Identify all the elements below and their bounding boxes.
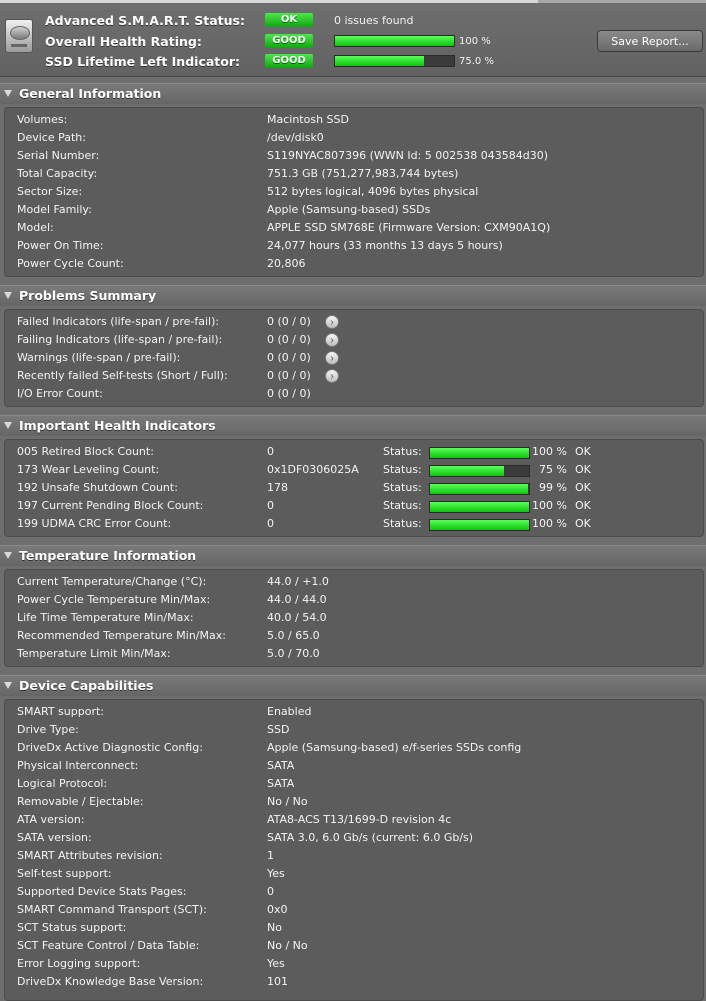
row-label: Model Family: bbox=[17, 203, 92, 216]
health-status: OK bbox=[575, 463, 591, 476]
health-percent: 99 % bbox=[539, 481, 567, 494]
row-label: Model: bbox=[17, 221, 54, 234]
info-row bbox=[5, 497, 703, 515]
row-value: No / No bbox=[267, 795, 308, 808]
row-label: Device Path: bbox=[17, 131, 86, 144]
row-value: 0x1DF0306025A bbox=[267, 463, 359, 476]
info-row bbox=[5, 313, 703, 331]
status-label: Status: bbox=[383, 499, 422, 512]
save-report-button[interactable]: Save Report... bbox=[597, 30, 703, 52]
ssd-lifetime-badge: GOOD bbox=[265, 54, 313, 68]
status-label: Status: bbox=[383, 517, 422, 530]
row-label: ATA version: bbox=[17, 813, 85, 826]
health-percent: 100 % bbox=[532, 517, 567, 530]
info-row bbox=[5, 349, 703, 367]
info-row bbox=[5, 883, 703, 901]
arrow-right-icon[interactable]: › bbox=[325, 369, 339, 383]
info-row bbox=[5, 591, 703, 609]
row-label: Error Logging support: bbox=[17, 957, 141, 970]
row-value: 751.3 GB (751,277,983,744 bytes) bbox=[267, 167, 459, 180]
row-label: SMART Command Transport (SCT): bbox=[17, 903, 207, 916]
row-value: 24,077 hours (33 months 13 days 5 hours) bbox=[267, 239, 503, 252]
summary-header bbox=[0, 0, 706, 77]
health-rating-badge: GOOD bbox=[265, 34, 313, 48]
section-title: General Information bbox=[19, 86, 162, 101]
row-label: Recently failed Self-tests (Short / Full): bbox=[17, 369, 228, 382]
row-value: 0 (0 / 0) bbox=[267, 387, 311, 400]
row-value: 1 bbox=[267, 849, 274, 862]
info-row bbox=[5, 775, 703, 793]
health-status: OK bbox=[575, 481, 591, 494]
row-label: Self-test support: bbox=[17, 867, 112, 880]
row-label: Current Temperature/Change (°C): bbox=[17, 575, 207, 588]
info-row bbox=[5, 627, 703, 645]
info-row bbox=[5, 645, 703, 663]
row-label: Removable / Ejectable: bbox=[17, 795, 144, 808]
row-value: 0 bbox=[267, 445, 274, 458]
ssd-lifetime-percent: 75.0 % bbox=[459, 56, 494, 67]
info-row bbox=[5, 219, 703, 237]
info-row bbox=[5, 955, 703, 973]
info-row bbox=[5, 721, 703, 739]
ssd-lifetime-bar bbox=[334, 55, 455, 67]
row-label: DriveDx Knowledge Base Version: bbox=[17, 975, 204, 988]
row-label: Physical Interconnect: bbox=[17, 759, 139, 772]
row-label: SCT Feature Control / Data Table: bbox=[17, 939, 200, 952]
info-row bbox=[5, 385, 703, 403]
row-value: S119NYAC807396 (WWN Id: 5 002538 043584d30) bbox=[267, 149, 549, 162]
row-label: Power Cycle Count: bbox=[17, 257, 124, 270]
row-value: 0 (0 / 0) bbox=[267, 351, 311, 364]
ssd-lifetime-bar-fill bbox=[335, 56, 424, 66]
row-label: Failing Indicators (life-span / pre-fail): bbox=[17, 333, 223, 346]
general-information-panel bbox=[4, 107, 704, 277]
status-label: Status: bbox=[383, 445, 422, 458]
info-row bbox=[5, 901, 703, 919]
section-health-header[interactable] bbox=[0, 415, 706, 436]
info-row bbox=[5, 811, 703, 829]
arrow-right-icon[interactable]: › bbox=[325, 315, 339, 329]
info-row bbox=[5, 129, 703, 147]
info-row bbox=[5, 703, 703, 721]
row-value: /dev/disk0 bbox=[267, 131, 324, 144]
temperature-panel bbox=[4, 569, 704, 667]
row-value: 0 bbox=[267, 885, 274, 898]
health-percent: 75 % bbox=[539, 463, 567, 476]
info-row bbox=[5, 829, 703, 847]
disclosure-triangle-icon[interactable] bbox=[4, 292, 12, 299]
arrow-right-icon[interactable]: › bbox=[325, 333, 339, 347]
row-label: 173 Wear Leveling Count: bbox=[17, 463, 160, 476]
info-row bbox=[5, 237, 703, 255]
disclosure-triangle-icon[interactable] bbox=[4, 422, 12, 429]
info-row bbox=[5, 865, 703, 883]
row-label: 192 Unsafe Shutdown Count: bbox=[17, 481, 178, 494]
row-value: Apple (Samsung-based) SSDs bbox=[267, 203, 431, 216]
health-percent: 100 % bbox=[532, 499, 567, 512]
section-general-header[interactable] bbox=[0, 83, 706, 104]
row-value: 0x0 bbox=[267, 903, 288, 916]
row-value: SATA 3.0, 6.0 Gb/s (current: 6.0 Gb/s) bbox=[267, 831, 474, 844]
window-top-edge bbox=[0, 0, 706, 3]
health-rating-bar-fill bbox=[335, 36, 454, 46]
info-row bbox=[5, 609, 703, 627]
row-value: SATA bbox=[267, 759, 295, 772]
row-value: 5.0 / 65.0 bbox=[267, 629, 320, 642]
info-row bbox=[5, 515, 703, 533]
row-label: I/O Error Count: bbox=[17, 387, 103, 400]
section-capabilities-header[interactable] bbox=[0, 675, 706, 696]
hard-disk-icon bbox=[5, 19, 33, 53]
health-status: OK bbox=[575, 499, 591, 512]
info-row bbox=[5, 793, 703, 811]
row-label: Temperature Limit Min/Max: bbox=[17, 647, 171, 660]
row-value: 512 bytes logical, 4096 bytes physical bbox=[267, 185, 479, 198]
info-row bbox=[5, 937, 703, 955]
row-value: Yes bbox=[267, 867, 285, 880]
health-rating-bar bbox=[334, 35, 455, 47]
row-value: 0 bbox=[267, 517, 274, 530]
section-title: Important Health Indicators bbox=[19, 418, 216, 433]
status-label: Status: bbox=[383, 463, 422, 476]
row-value: 0 (0 / 0) bbox=[267, 333, 311, 346]
info-row bbox=[5, 367, 703, 385]
row-value: 20,806 bbox=[267, 257, 306, 270]
row-label: Supported Device Stats Pages: bbox=[17, 885, 187, 898]
row-label: DriveDx Active Diagnostic Config: bbox=[17, 741, 203, 754]
section-title: Device Capabilities bbox=[19, 678, 154, 693]
row-label: Failed Indicators (life-span / pre-fail): bbox=[17, 315, 220, 328]
info-row bbox=[5, 479, 703, 497]
health-level-bar-fill bbox=[430, 484, 528, 494]
row-value: 44.0 / 44.0 bbox=[267, 593, 327, 606]
info-row bbox=[5, 757, 703, 775]
row-label: Sector Size: bbox=[17, 185, 83, 198]
health-status: OK bbox=[575, 445, 591, 458]
ssd-lifetime-label: SSD Lifetime Left Indicator: bbox=[45, 54, 241, 69]
info-row bbox=[5, 255, 703, 273]
info-row bbox=[5, 573, 703, 591]
row-value: Enabled bbox=[267, 705, 312, 718]
row-value: 44.0 / +1.0 bbox=[267, 575, 329, 588]
row-label: Total Capacity: bbox=[17, 167, 98, 180]
info-row bbox=[5, 111, 703, 129]
info-row bbox=[5, 443, 703, 461]
row-value: SATA bbox=[267, 777, 295, 790]
row-label: Logical Protocol: bbox=[17, 777, 108, 790]
row-value: APPLE SSD SM768E (Firmware Version: CXM90A1Q) bbox=[267, 221, 551, 234]
health-percent: 100 % bbox=[532, 445, 567, 458]
row-value: No bbox=[267, 921, 282, 934]
device-capabilities-panel bbox=[4, 699, 704, 1001]
row-label: 199 UDMA CRC Error Count: bbox=[17, 517, 172, 530]
smart-status-badge: OK bbox=[265, 13, 313, 27]
row-value: 5.0 / 70.0 bbox=[267, 647, 320, 660]
info-row bbox=[5, 165, 703, 183]
row-label: 197 Current Pending Block Count: bbox=[17, 499, 204, 512]
row-label: Drive Type: bbox=[17, 723, 79, 736]
row-label: SMART support: bbox=[17, 705, 104, 718]
row-value: 0 (0 / 0) bbox=[267, 369, 311, 382]
row-label: SCT Status support: bbox=[17, 921, 127, 934]
health-level-bar-fill bbox=[430, 466, 504, 476]
row-label: SMART Attributes revision: bbox=[17, 849, 163, 862]
smart-issues-text: 0 issues found bbox=[334, 14, 414, 27]
info-row bbox=[5, 331, 703, 349]
section-temperature-header[interactable] bbox=[0, 545, 706, 566]
health-status: OK bbox=[575, 517, 591, 530]
info-row bbox=[5, 147, 703, 165]
problems-summary-panel bbox=[4, 309, 704, 407]
row-value: Yes bbox=[267, 957, 285, 970]
row-value: 40.0 / 54.0 bbox=[267, 611, 327, 624]
smart-status-label: Advanced S.M.A.R.T. Status: bbox=[45, 13, 245, 28]
row-value: SSD bbox=[267, 723, 290, 736]
row-label: Power On Time: bbox=[17, 239, 104, 252]
section-title: Temperature Information bbox=[19, 548, 197, 563]
info-row bbox=[5, 973, 703, 991]
section-title: Problems Summary bbox=[19, 288, 157, 303]
row-value: Apple (Samsung-based) e/f-series SSDs config bbox=[267, 741, 522, 754]
row-value: No / No bbox=[267, 939, 308, 952]
health-indicators-panel bbox=[4, 439, 704, 537]
info-row bbox=[5, 739, 703, 757]
row-value: 101 bbox=[267, 975, 288, 988]
row-label: Serial Number: bbox=[17, 149, 100, 162]
toolbar-tab-edge bbox=[538, 0, 706, 3]
info-row bbox=[5, 461, 703, 479]
disclosure-triangle-icon[interactable] bbox=[4, 682, 12, 689]
row-label: 005 Retired Block Count: bbox=[17, 445, 154, 458]
row-label: Warnings (life-span / pre-fail): bbox=[17, 351, 181, 364]
row-label: Life Time Temperature Min/Max: bbox=[17, 611, 194, 624]
row-label: Power Cycle Temperature Min/Max: bbox=[17, 593, 211, 606]
arrow-right-icon[interactable]: › bbox=[325, 351, 339, 365]
disclosure-triangle-icon[interactable] bbox=[4, 90, 12, 97]
health-rating-percent: 100 % bbox=[459, 36, 491, 47]
row-value: ATA8-ACS T13/1699-D revision 4c bbox=[267, 813, 452, 826]
row-label: Volumes: bbox=[17, 113, 68, 126]
info-row bbox=[5, 201, 703, 219]
row-value: 0 (0 / 0) bbox=[267, 315, 311, 328]
row-value: Macintosh SSD bbox=[267, 113, 349, 126]
status-label: Status: bbox=[383, 481, 422, 494]
disclosure-triangle-icon[interactable] bbox=[4, 552, 12, 559]
section-problems-header[interactable] bbox=[0, 285, 706, 306]
health-rating-label: Overall Health Rating: bbox=[45, 34, 202, 49]
row-label: Recommended Temperature Min/Max: bbox=[17, 629, 226, 642]
info-row bbox=[5, 919, 703, 937]
row-label: SATA version: bbox=[17, 831, 92, 844]
info-row bbox=[5, 183, 703, 201]
info-row bbox=[5, 847, 703, 865]
row-value: 0 bbox=[267, 499, 274, 512]
row-value: 178 bbox=[267, 481, 288, 494]
